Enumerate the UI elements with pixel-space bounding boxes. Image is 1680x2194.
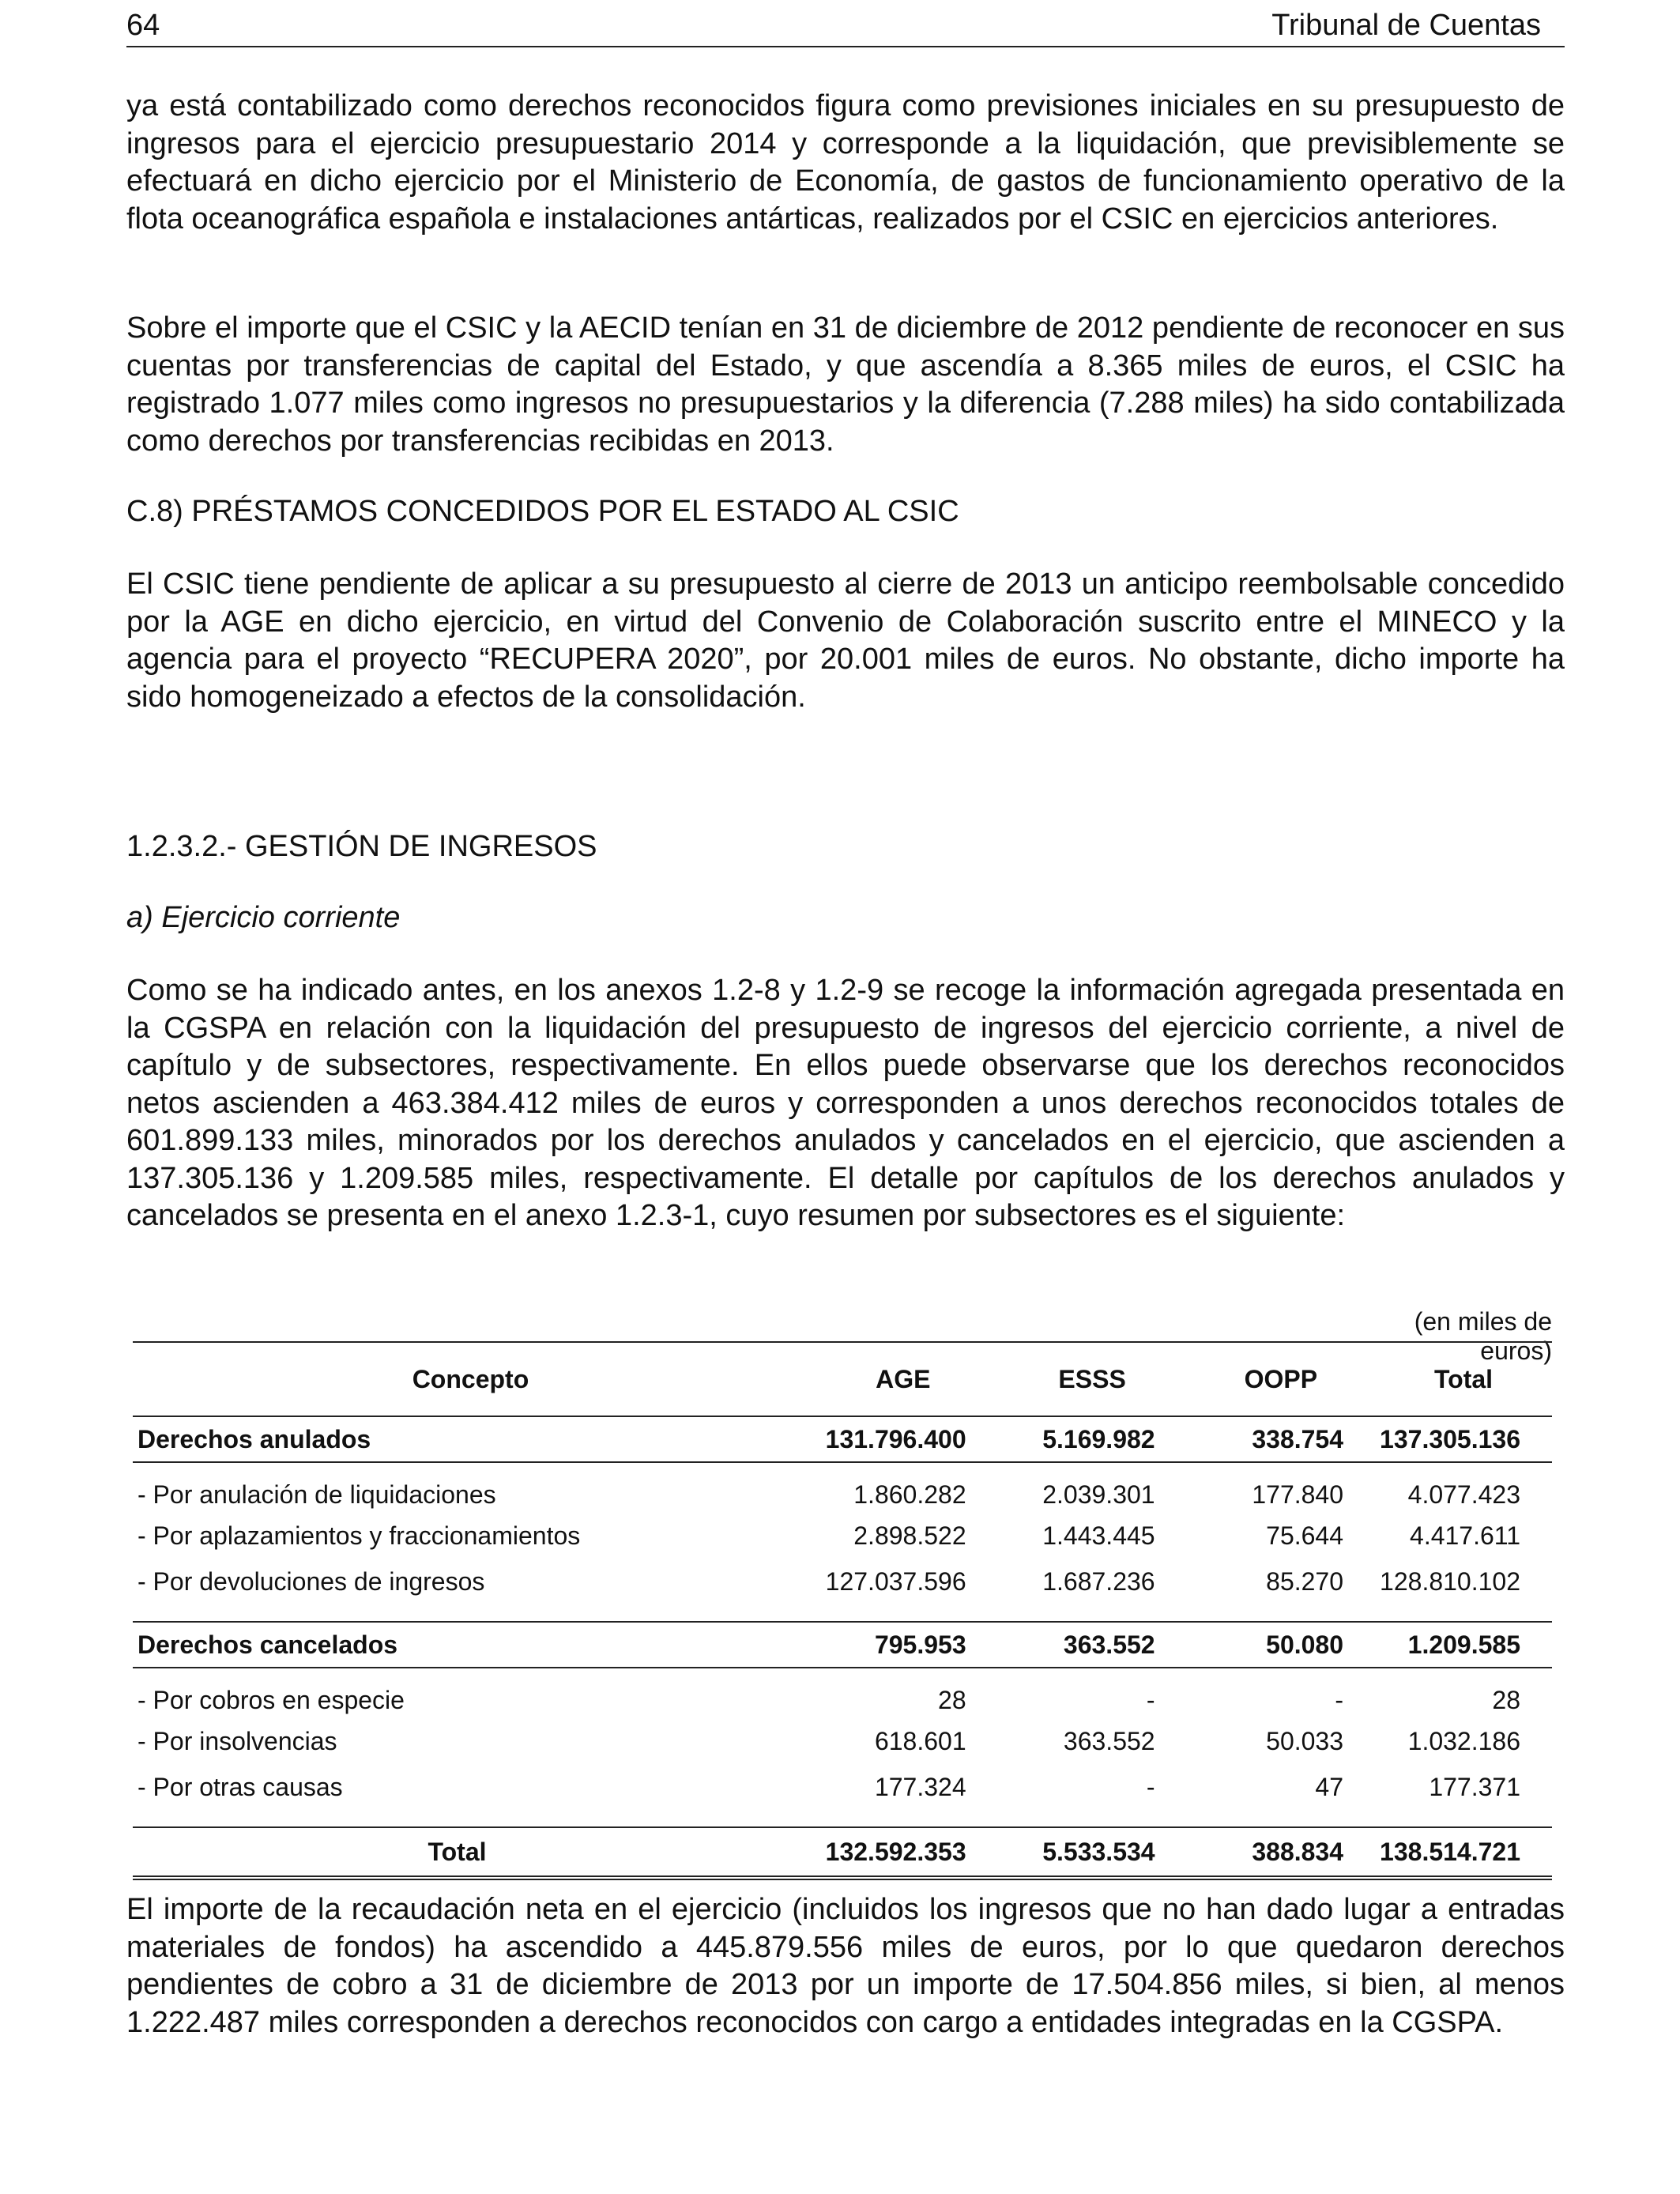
table-row: - Por insolvencias 618.601 363.552 50.033 1.032.186 <box>137 1727 1520 1755</box>
table-row: - Por devoluciones de ingresos 127.037.596 1.687.236 85.270 128.810.102 <box>133 1559 1552 1622</box>
table-row-cancelados: Derechos cancelados 795.953 363.552 50.080 1.209.585 <box>133 1622 1552 1668</box>
document-page <box>126 0 1565 2194</box>
table-row-anulados: Derechos anulados 131.796.400 5.169.982 338.754 137.305.136 <box>133 1416 1552 1462</box>
table-row: - Por aplazamientos y fraccionamientos 2.898.522 1.443.445 75.644 4.417.611 <box>137 1521 1520 1550</box>
header-concepto: Concepto <box>133 1342 808 1416</box>
section-heading-gestion: 1.2.3.2.- GESTIÓN DE INGRESOS <box>126 830 597 863</box>
derechos-table <box>133 1341 1552 1880</box>
header-age: AGE <box>808 1342 998 1416</box>
organization-name: Tribunal de Cuentas <box>1271 9 1541 42</box>
table-row: - Por anulación de liquidaciones 1.860.282 2.039.301 177.840 4.077.423 <box>137 1480 1520 1509</box>
header-total: Total <box>1375 1342 1552 1416</box>
section-heading-c8: C.8) PRÉSTAMOS CONCEDIDOS POR EL ESTADO AL CSIC <box>126 495 959 528</box>
paragraph-5: El importe de la recaudación neta en el ejercicio (incluidos los ingresos que no han dado lugar a entradas materiales de fondos) ha ascendido a 445.879.556 miles de euros, por lo que quedaron derechos pendientes de cobro a 31 de diciembre de 2013 por un importe de 17.504.856 miles, si bien, al menos 1.222.487 miles corresponden a derechos reconocidos con cargo a entidades integradas en la CGSPA. <box>126 1893 1565 2039</box>
table-row-total: Total 132.592.353 5.533.534 388.834 138.514.721 <box>133 1827 1552 1878</box>
subsection-heading: a) Ejercicio corriente <box>126 901 401 934</box>
table-units: (en miles de euros) <box>1414 1307 1552 1365</box>
header-esss: ESSS <box>998 1342 1187 1416</box>
paragraph-2: Sobre el importe que el CSIC y la AECID tenían en 31 de diciembre de 2012 pendiente de reconocer en sus cuentas por transferencias de capital del Estado, y que ascendía a 8.365 miles de euros, el CSIC ha registrado 1.077 miles como ingresos no presupuestarios y la diferencia (7.288 miles) ha sido contabilizada como derechos por transferencias recibidas en 2013. <box>126 311 1565 458</box>
paragraph-3: El CSIC tiene pendiente de aplicar a su presupuesto al cierre de 2013 un anticipo reembolsable concedido por la AGE en dicho ejercicio, en virtud del Convenio de Colaboración suscrito entre el MINECO y la agencia para el proyecto “RECUPERA 2020”, por 20.001 miles de euros. No obstante, dicho importe ha sido homogeneizado a efectos de la consolidación. <box>126 567 1565 714</box>
paragraph-1: ya está contabilizado como derechos reconocidos figura como previsiones iniciales en su presupuesto de ingresos para el ejercicio presupuestario 2014 y corresponde a la liquidación, que previsiblemente se efectuará en dicho ejercicio por el Ministerio de Economía, de gastos de funcionamiento operativo de la flota oceanográfica española e instalaciones antárticas, realizados por el CSIC en ejercicios anteriores. <box>126 89 1565 236</box>
page-number: 64 <box>126 9 160 42</box>
table-row: - Por cobros en especie 28 - - 28 <box>137 1686 1520 1714</box>
table-header-row <box>133 1342 1552 1416</box>
page-header <box>126 6 1565 47</box>
paragraph-4: Como se ha indicado antes, en los anexos 1.2-8 y 1.2-9 se recoge la información agregada presentada en la CGSPA en relación con la liquidación del presupuesto de ingresos del ejercicio corriente, a nivel de capítulo y de subsectores, respectivamente. En ellos puede observarse que los derechos reconocidos netos ascienden a 463.384.412 miles de euros y corresponden a unos derechos reconocidos totales de 601.899.133 miles, minorados por los derechos anulados y cancelados en el ejercicio, que ascienden a 137.305.136 y 1.209.585 miles, respectivamente. El detalle por capítulos de los derechos anulados y cancelados se presenta en el anexo 1.2.3-1, cuyo resumen por subsectores es el siguiente: <box>126 974 1565 1232</box>
table-row: - Por otras causas 177.324 - 47 177.371 <box>133 1765 1552 1827</box>
header-oopp: OOPP <box>1187 1342 1375 1416</box>
